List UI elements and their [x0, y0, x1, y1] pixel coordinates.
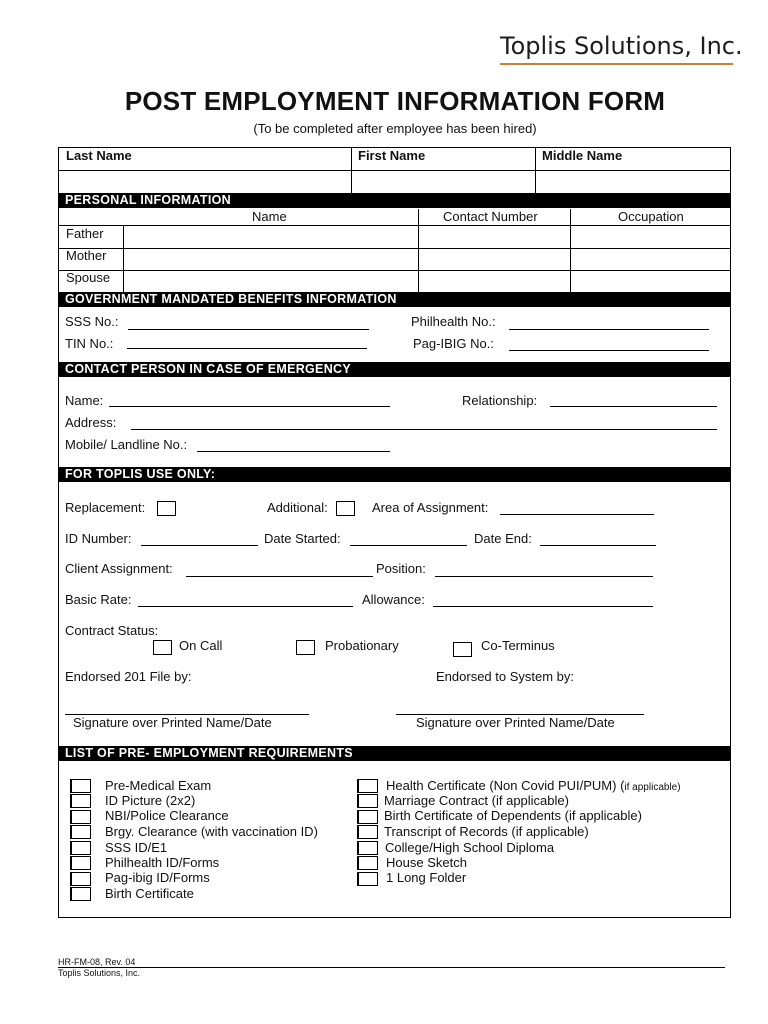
last-name-field[interactable] — [60, 172, 350, 192]
req-checkbox[interactable] — [357, 841, 378, 855]
relationship-field[interactable] — [550, 406, 717, 407]
personal-divider — [570, 209, 571, 293]
requirements-heading: LIST OF PRE- EMPLOYMENT REQUIREMENTS — [65, 746, 353, 760]
req-checkbox[interactable] — [357, 794, 378, 808]
tin-label: TIN No.: — [65, 336, 114, 351]
father-label: Father — [66, 226, 104, 241]
req-item-right-text: Health Certificate (Non Covid PUI/PUM) ( — [386, 778, 625, 793]
date-end-label: Date End: — [474, 531, 532, 546]
req-checkbox[interactable] — [70, 825, 91, 839]
replacement-label: Replacement: — [65, 500, 146, 515]
req-item-right: House Sketch — [386, 855, 467, 870]
date-started-label: Date Started: — [264, 531, 341, 546]
footer-company: Toplis Solutions, Inc. — [58, 968, 141, 978]
mobile-label: Mobile/ Landline No.: — [65, 437, 188, 452]
personal-info-heading: PERSONAL INFORMATION — [65, 193, 231, 207]
benefits-heading: GOVERNMENT MANDATED BENEFITS INFORMATION — [65, 292, 397, 306]
req-checkbox[interactable] — [357, 872, 378, 886]
req-item-left: Birth Certificate — [105, 886, 194, 901]
col-occupation-header: Occupation — [618, 209, 684, 224]
last-name-label: Last Name — [66, 148, 132, 163]
mother-label: Mother — [66, 248, 107, 263]
personal-row-line — [58, 248, 731, 249]
additional-checkbox[interactable] — [336, 501, 355, 516]
req-item-right — [386, 778, 681, 793]
req-checkbox[interactable] — [357, 779, 378, 793]
req-checkbox[interactable] — [70, 856, 91, 870]
signature-right-label: Signature over Printed Name/Date — [416, 715, 615, 730]
page-title: POST EMPLOYMENT INFORMATION FORM — [124, 86, 666, 116]
philhealth-label: Philhealth No.: — [411, 314, 496, 329]
position-label: Position: — [376, 561, 426, 576]
middle-name-label: Middle Name — [542, 148, 623, 163]
personal-row-line — [58, 225, 731, 226]
req-item-left: SSS ID/E1 — [105, 840, 168, 855]
address-label: Address: — [65, 415, 117, 430]
co-terminus-label: Co-Terminus — [481, 638, 555, 653]
req-checkbox[interactable] — [70, 794, 91, 808]
req-item-right: Marriage Contract (if applicable) — [384, 793, 569, 808]
allowance-field[interactable] — [433, 606, 653, 607]
first-name-label: First Name — [358, 148, 426, 163]
contract-status-label: Contract Status: — [65, 623, 159, 638]
date-end-field[interactable] — [540, 545, 656, 546]
req-item-left: ID Picture (2x2) — [105, 793, 196, 808]
endorsed-system-label: Endorsed to System by: — [436, 669, 575, 684]
req-item-right: Transcript of Records (if applicable) — [384, 824, 589, 839]
req-checkbox[interactable] — [357, 856, 378, 870]
footer-rule — [58, 967, 725, 968]
sss-label: SSS No.: — [65, 314, 119, 329]
emergency-name-field[interactable] — [109, 406, 390, 407]
footer-form-code: HR-FM-08, Rev. 04 — [58, 957, 136, 967]
col-name-header: Name — [252, 209, 287, 224]
req-checkbox[interactable] — [70, 779, 91, 793]
philhealth-field[interactable] — [509, 329, 709, 330]
address-field[interactable] — [131, 429, 717, 430]
allowance-label: Allowance: — [362, 592, 425, 607]
id-number-field[interactable] — [141, 545, 258, 546]
req-item-left: Brgy. Clearance (with vaccination ID) — [105, 824, 318, 839]
probationary-checkbox[interactable] — [296, 640, 315, 655]
middle-name-field[interactable] — [537, 172, 729, 192]
relationship-label: Relationship: — [462, 393, 538, 408]
page-subtitle: (To be completed after employee has been hired) — [253, 121, 537, 136]
col-contact-header: Contact Number — [443, 209, 538, 224]
client-assignment-field[interactable] — [186, 576, 373, 577]
req-item-left: Pre-Medical Exam — [105, 778, 212, 793]
req-item-right: 1 Long Folder — [386, 870, 467, 885]
id-number-label: ID Number: — [65, 531, 132, 546]
personal-divider — [123, 225, 124, 293]
area-label: Area of Assignment: — [372, 500, 489, 515]
personal-row-line — [58, 270, 731, 271]
replacement-checkbox[interactable] — [157, 501, 176, 516]
req-item-right: College/High School Diploma — [385, 840, 555, 855]
personal-divider — [418, 209, 419, 293]
req-item-right-suffix: if applicable) — [624, 782, 681, 793]
additional-label: Additional: — [267, 500, 328, 515]
co-terminus-checkbox[interactable] — [453, 642, 472, 657]
req-checkbox[interactable] — [70, 887, 91, 901]
spouse-label: Spouse — [66, 270, 111, 285]
first-name-field[interactable] — [353, 172, 534, 192]
pagibig-label: Pag-IBIG No.: — [413, 336, 494, 351]
position-field[interactable] — [435, 576, 653, 577]
on-call-label: On Call — [179, 638, 223, 653]
req-item-left: NBI/Police Clearance — [105, 808, 229, 823]
toplis-heading: FOR TOPLIS USE ONLY: — [65, 467, 216, 481]
emergency-heading: CONTACT PERSON IN CASE OF EMERGENCY — [65, 362, 351, 376]
signature-left-label: Signature over Printed Name/Date — [73, 715, 272, 730]
req-checkbox[interactable] — [70, 841, 91, 855]
emergency-name-label: Name: — [65, 393, 104, 408]
endorsed-201-label: Endorsed 201 File by: — [65, 669, 192, 684]
mobile-field[interactable] — [197, 451, 390, 452]
brand-underline — [500, 63, 733, 65]
name-row-line — [58, 170, 731, 171]
pagibig-field[interactable] — [509, 350, 709, 351]
req-item-left: Philhealth ID/Forms — [105, 855, 220, 870]
req-checkbox[interactable] — [357, 810, 378, 824]
client-assignment-label: Client Assignment: — [65, 561, 173, 576]
req-checkbox[interactable] — [70, 810, 91, 824]
tin-field[interactable] — [127, 348, 367, 349]
company-logo-text: Toplis Solutions, Inc. — [500, 32, 743, 60]
req-checkbox[interactable] — [357, 825, 378, 839]
req-checkbox[interactable] — [70, 872, 91, 886]
req-item-left: Pag-ibig ID/Forms — [105, 870, 210, 885]
sss-field[interactable] — [128, 329, 369, 330]
basic-rate-field[interactable] — [138, 606, 353, 607]
req-item-right: Birth Certificate of Dependents (if applicable) — [384, 808, 642, 823]
probationary-label: Probationary — [325, 638, 399, 653]
date-started-field[interactable] — [350, 545, 467, 546]
on-call-checkbox[interactable] — [153, 640, 172, 655]
basic-rate-label: Basic Rate: — [65, 592, 132, 607]
area-field[interactable] — [500, 514, 654, 515]
